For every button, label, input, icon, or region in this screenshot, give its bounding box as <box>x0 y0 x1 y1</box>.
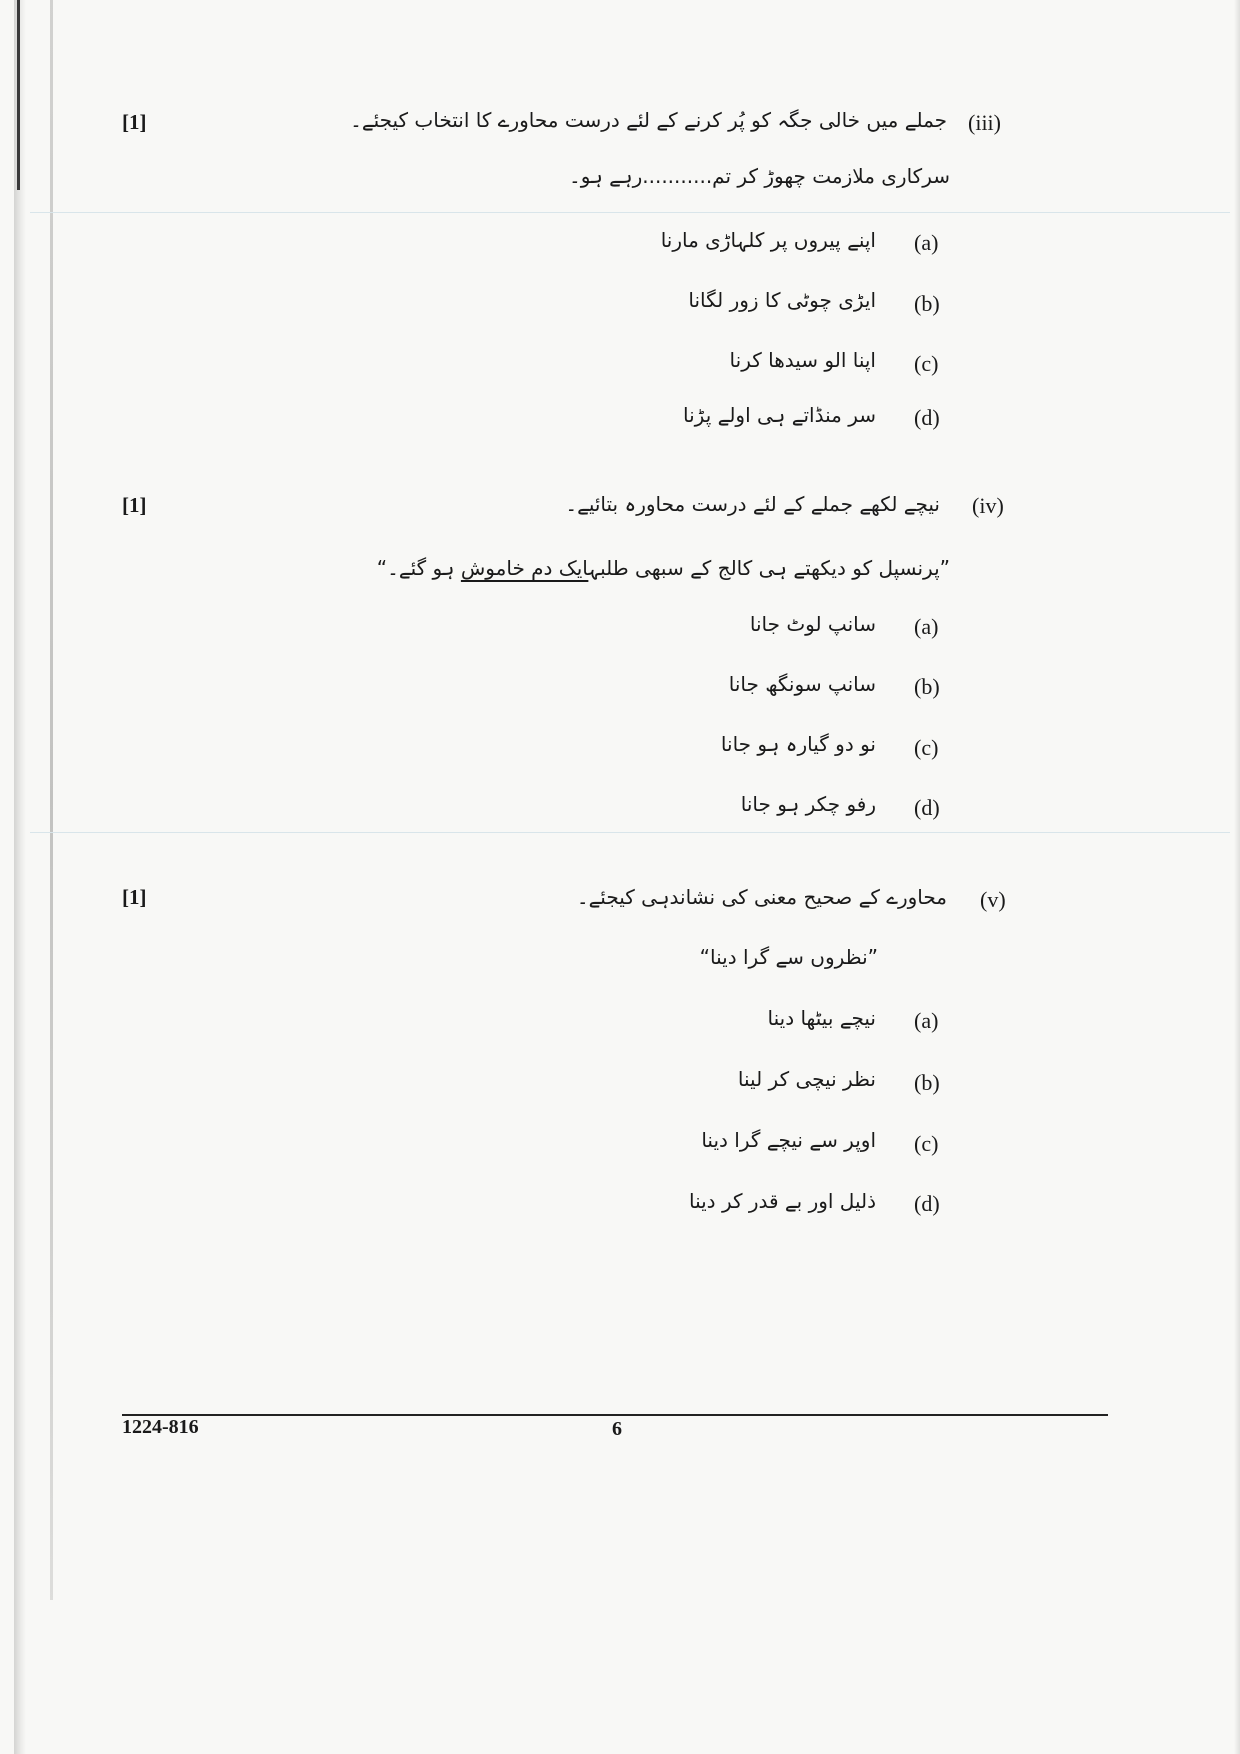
sentence-part: ہو گئے۔“ <box>376 556 461 580</box>
sentence-part: ”پرنسپل کو دیکھتے ہی کالج کے سبھی طلبہ <box>588 556 950 580</box>
question-prompt: نیچے لکھے جملے کے لئے درست محاورہ بتائیے۔ <box>565 492 940 516</box>
option-letter: (c) <box>914 735 939 760</box>
option-letter: (d) <box>914 1191 940 1216</box>
page-number: 6 <box>612 1418 622 1440</box>
footer-rule <box>122 1414 1108 1416</box>
option-letter: (a) <box>914 230 939 255</box>
option-text: سر منڈاتے ہی اولے پڑنا <box>683 403 876 427</box>
option-text: ایڑی چوٹی کا زور لگانا <box>688 288 876 312</box>
question-sentence: ”نظروں سے گرا دینا“ <box>699 945 878 969</box>
marks-label: [1] <box>122 493 147 517</box>
option-letter: (b) <box>914 674 940 699</box>
option-text: اپنے پیروں پر کلہاڑی مارنا <box>660 228 876 252</box>
marks-label: [1] <box>122 885 147 909</box>
question-number: (iii) <box>968 110 1001 135</box>
question-sentence <box>377 556 950 580</box>
option-text: سانپ لوٹ جانا <box>749 612 876 636</box>
sentence-underlined-part: ایک دم خاموش <box>460 556 589 580</box>
option-text: اپنا الو سیدھا کرنا <box>729 348 876 372</box>
scan-fold-line <box>30 212 1230 213</box>
option-text: سانپ سونگھ جانا <box>728 672 876 696</box>
option-text: نظر نیچی کر لینا <box>737 1067 876 1091</box>
question-number: (v) <box>980 887 1006 912</box>
option-text: نیچے بیٹھا دینا <box>767 1006 876 1030</box>
option-letter: (d) <box>914 795 940 820</box>
option-letter: (d) <box>914 405 940 430</box>
question-prompt: جملے میں خالی جگہ کو پُر کرنے کے لئے درست محاورے کا انتخاب کیجئے۔ <box>350 108 947 132</box>
marks-label: [1] <box>122 110 147 134</box>
scan-binding-shadow <box>17 0 20 190</box>
paper-code: 1224-816 <box>122 1416 199 1438</box>
option-letter: (c) <box>914 1131 939 1156</box>
question-prompt: محاورے کے صحیح معنی کی نشاندہی کیجئے۔ <box>576 885 947 909</box>
option-text: رفو چکر ہو جانا <box>740 792 876 816</box>
option-letter: (a) <box>914 614 939 639</box>
scan-right-edge <box>1234 0 1240 1754</box>
option-letter: (b) <box>914 1070 940 1095</box>
option-letter: (c) <box>914 351 939 376</box>
option-text: ذلیل اور بے قدر کر دینا <box>688 1189 876 1213</box>
question-number: (iv) <box>972 493 1004 518</box>
option-letter: (b) <box>914 291 940 316</box>
scan-fold-line <box>30 832 1230 833</box>
question-sentence: سرکاری ملازمت چھوڑ کر تم...........رہے ہو۔ <box>569 164 950 188</box>
scan-margin-line <box>50 0 53 1600</box>
option-text: نو دو گیارہ ہو جانا <box>720 732 876 756</box>
option-letter: (a) <box>914 1008 939 1033</box>
option-text: اوپر سے نیچے گرا دینا <box>701 1128 876 1152</box>
scan-left-edge <box>14 0 26 1754</box>
